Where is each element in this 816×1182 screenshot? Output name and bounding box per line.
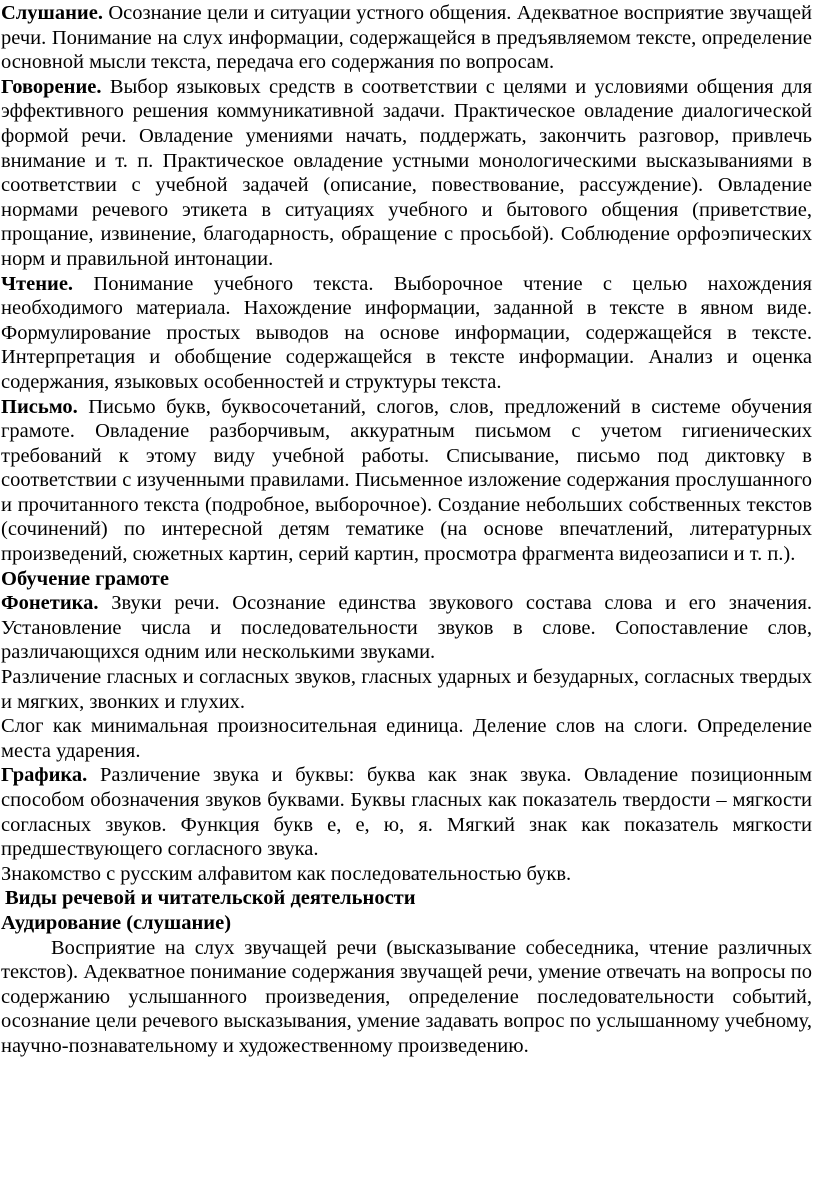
paragraph-writing bbox=[1, 395, 812, 567]
heading-activity-types: Виды речевой и читательской деятельности bbox=[5, 887, 416, 910]
text-reading: Понимание учебного текста. Выборочное чтение с целью нахождения необходимого материала. Нахождение информации, заданной в тексте в явном виде. Формулирование простых выводов на основе информации, содержащейся в тексте. Интерпретация и обобщение содержащейся в тексте информации. Анализ и оценка содержания, языковых особенностей и структуры текста. bbox=[1, 272, 812, 393]
paragraph-syllable: Слог как минимальная произносительная единица. Деление слов на слоги. Определение места ударения. bbox=[1, 715, 812, 762]
paragraph-graphics bbox=[1, 763, 812, 861]
heading-literacy: Обучение грамоте bbox=[1, 567, 169, 590]
term-graphics: Графика. bbox=[1, 764, 88, 787]
paragraph-phonetics bbox=[1, 591, 812, 665]
paragraph-speaking bbox=[1, 75, 812, 272]
text-phonetics: Звуки речи. Осознание единства звукового состава слова и его значения. Установление числа и последовательности звуков в слове. Сопоставление слов, различающихся одним или несколькими звуками. bbox=[1, 592, 812, 664]
paragraph-audition: Восприятие на слух звучащей речи (высказывание собеседника, чтение различных текстов). Адекватное понимание содержания звучащей речи, умение отвечать на вопросы по содержанию услышанного произведения, определение последовательности событий, осознание цели речевого высказывания, умение задавать вопрос по услышанному учебному, научно-познавательному и художественному произведению. bbox=[1, 936, 812, 1057]
text-speaking: Выбор языковых средств в соответствии с целями и условиями общения для эффективного решения коммуникативной задачи. Практическое овладение диалогической формой речи. Овладение умениями начать, поддержать, закончить разговор, привлечь внимание и т. п. Практическое овладение устными монологическими высказываниями в соответствии с учебной задачей (описание, повествование, рассуждение). Овладение нормами речевого этикета в ситуациях учебного и бытового общения (приветствие, прощание, извинение, благодарность, обращение с просьбой). Соблюдение орфоэпических норм и правильной интонации. bbox=[1, 75, 812, 270]
paragraph-vowels-consonants: Различение гласных и согласных звуков, гласных ударных и безударных, согласных твердых и мягких, звонких и глухих. bbox=[1, 666, 812, 713]
term-speaking: Говорение. bbox=[1, 75, 102, 98]
term-phonetics: Фонетика. bbox=[1, 592, 99, 615]
term-listening: Слушание. bbox=[1, 2, 103, 24]
heading-audition: Аудирование (слушание) bbox=[1, 911, 232, 934]
term-writing: Письмо. bbox=[1, 395, 78, 418]
text-graphics: Различение звука и буквы: буква как знак звука. Овладение позиционным способом обозначения звуков буквами. Буквы гласных как показатель твердости – мягкости согласных звуков. Функция букв е, е, ю, я. Мягкий знак как показатель мягкости предшествующего согласного звука. bbox=[1, 764, 812, 861]
text-writing: Письмо букв, буквосочетаний, слогов, слов, предложений в системе обучения грамоте. Овладение разборчивым, аккуратным письмом с учетом гигиенических требований к этому виду учебной работы. Списывание, письмо под диктовку в соответствии с изученными правилами. Письменное изложение содержания прослушанного и прочитанного текста (подробное, выборочное). Создание небольших собственных текстов (сочинений) по интересной детям тематике (на основе впечатлений, литературных произведений, сюжетных картин, серий картин, просмотра фрагмента видеозаписи и т. п.). bbox=[1, 395, 812, 566]
text-listening: Осознание цели и ситуации устного общения. Адекватное восприятие звучащей речи. Понимание на слух информации, содержащейся в предъявляемом тексте, определение основной мысли текста, передача его содержания по вопросам. bbox=[1, 2, 812, 74]
paragraph-alphabet: Знакомство с русским алфавитом как последовательностью букв. bbox=[1, 862, 572, 885]
paragraph-listening bbox=[1, 1, 812, 75]
term-reading: Чтение. bbox=[1, 272, 74, 295]
paragraph-reading bbox=[1, 272, 812, 395]
